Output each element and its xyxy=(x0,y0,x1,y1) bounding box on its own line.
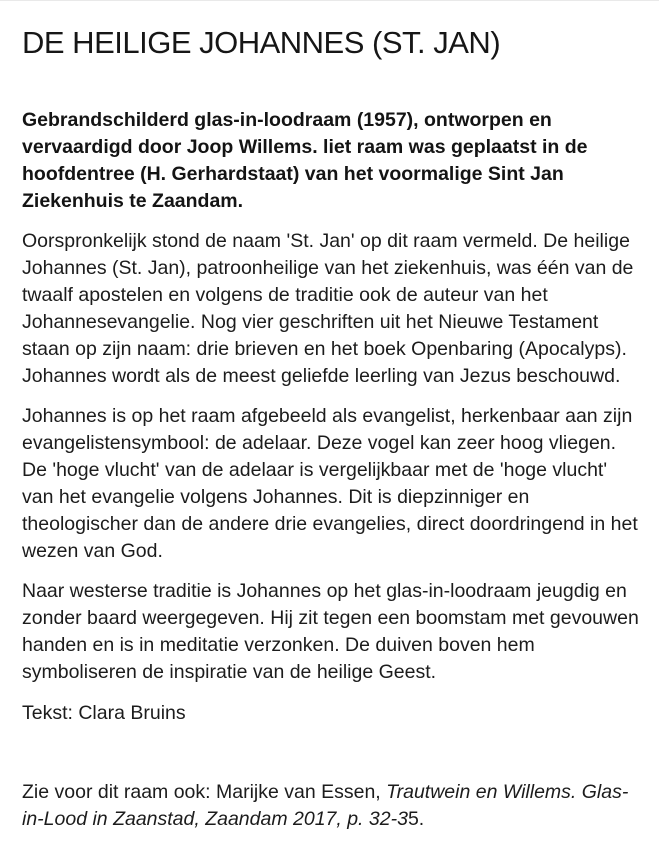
document-page xyxy=(0,1,659,833)
page-title: DE HEILIGE JOHANNES (ST. JAN) xyxy=(22,25,501,60)
text-credit: Tekst: Clara Bruins xyxy=(22,702,186,724)
citation-prefix: Zie voor dit raam ook: Marijke van Essen, xyxy=(22,781,387,803)
citation-book-title: Trautwein en Willems. Glas-in-Lood in Zaanstad, Zaandam 2017, p. 32-3 xyxy=(22,781,629,830)
citation-suffix: 5. xyxy=(407,808,425,830)
citation-line xyxy=(22,779,640,833)
paragraph-evangelist-symbol: Johannes is op het raam afgebeeld als evangelist, herkenbaar aan zijn evangelistensymbool: de adelaar. Deze vogel kan zeer hoog vliegen. De 'hoge vlucht' van de adelaar is vergelijkbaar met de 'hoge vlucht' van het evangelie volgens Johannes. Dit is diepzinniger en theologischer dan de andere drie evangelies, direct doordringend in het wezen van God. xyxy=(22,405,638,562)
paragraph-origin-name: Oorspronkelijk stond de naam 'St. Jan' op dit raam vermeld. De heilige Johannes (St. Jan), patroonheilige van het ziekenhuis, was één van de twaalf apostelen en volgens de traditie ook de auteur van het Johannesevangelie. Nog vier geschriften uit het Nieuwe Testament staan op zijn naam: drie brieven en het boek Openbaring (Apocalyps). Johannes wordt als de meest geliefde leerling van Jezus beschouwd. xyxy=(22,230,634,387)
paragraph-western-tradition: Naar westerse traditie is Johannes op het glas-in-loodraam jeugdig en zonder baard weergegeven. Hij zit tegen een boomstam met gevouwen handen en is in meditatie verzonken. De duiven boven hem symboliseren de inspiratie van de heilige Geest. xyxy=(22,580,639,683)
intro-paragraph: Gebrandschilderd glas-in-loodraam (1957), ontworpen en vervaardigd door Joop Willems. liet raam was geplaatst in de hoofdentree (H. Gerhardstaat) van het voormalige Sint Jan Ziekenhuis te Zaandam. xyxy=(22,109,588,212)
